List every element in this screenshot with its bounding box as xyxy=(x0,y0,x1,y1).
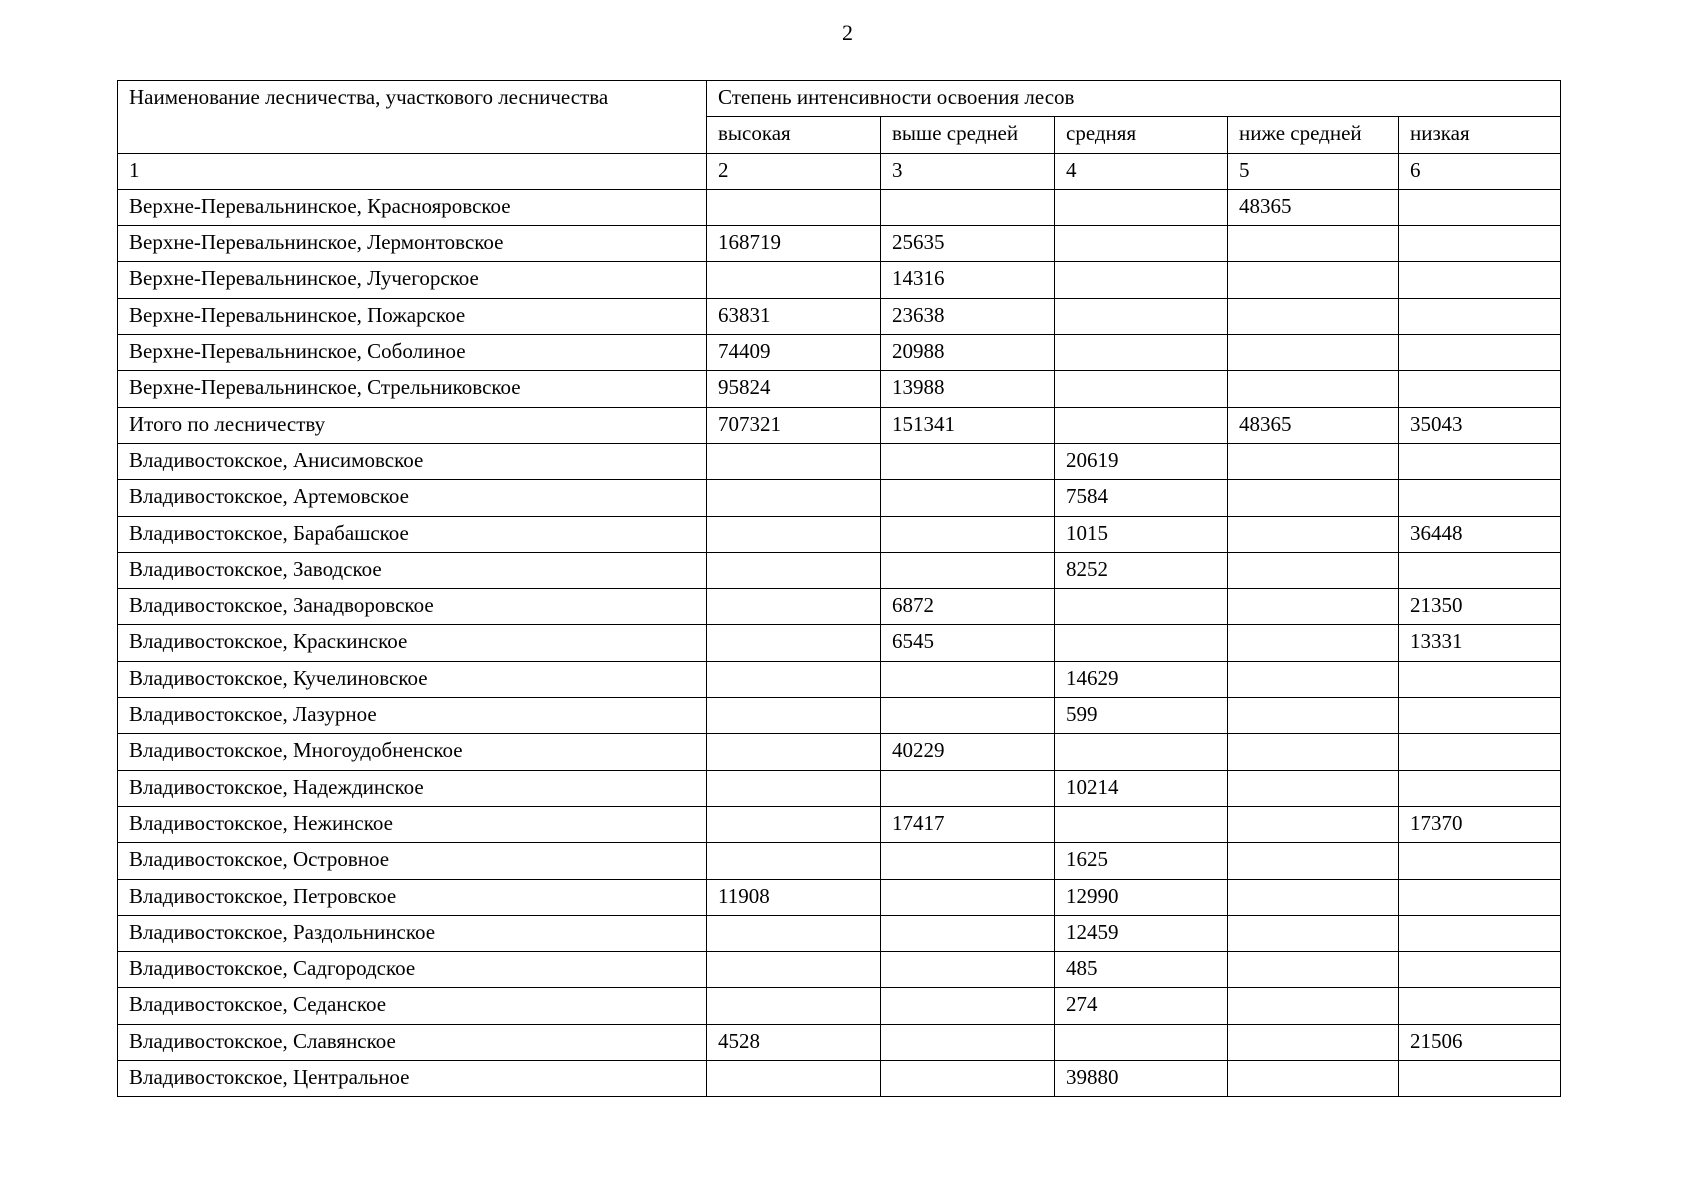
value-cell: 6872 xyxy=(881,589,1055,625)
value-cell xyxy=(707,843,881,879)
value-cell xyxy=(1228,843,1399,879)
column-number: 1 xyxy=(118,153,707,189)
table-row xyxy=(118,552,1561,588)
value-cell: 14316 xyxy=(881,262,1055,298)
forestry-name-cell: Владивостокское, Центральное xyxy=(118,1061,707,1097)
value-cell xyxy=(1228,952,1399,988)
forestry-name-cell: Верхне-Перевальнинское, Краснояровское xyxy=(118,189,707,225)
value-cell: 1625 xyxy=(1055,843,1228,879)
value-cell: 6545 xyxy=(881,625,1055,661)
table-row xyxy=(118,1061,1561,1097)
value-cell: 14629 xyxy=(1055,661,1228,697)
value-cell: 95824 xyxy=(707,371,881,407)
value-cell xyxy=(1228,443,1399,479)
value-cell xyxy=(1399,1061,1561,1097)
value-cell xyxy=(881,879,1055,915)
table-row xyxy=(118,915,1561,951)
forestry-name-cell: Верхне-Перевальнинское, Лермонтовское xyxy=(118,226,707,262)
value-cell: 74409 xyxy=(707,335,881,371)
table-row xyxy=(118,407,1561,443)
table-row xyxy=(118,1024,1561,1060)
value-cell xyxy=(1055,189,1228,225)
forestry-name-cell: Итого по лесничеству xyxy=(118,407,707,443)
value-cell: 23638 xyxy=(881,298,1055,334)
column-number: 4 xyxy=(1055,153,1228,189)
value-cell xyxy=(1055,262,1228,298)
table-row xyxy=(118,843,1561,879)
value-cell xyxy=(1399,552,1561,588)
header-level: средняя xyxy=(1055,117,1228,153)
value-cell xyxy=(1228,915,1399,951)
value-cell xyxy=(1399,226,1561,262)
value-cell xyxy=(707,988,881,1024)
table-row xyxy=(118,298,1561,334)
value-cell xyxy=(1055,806,1228,842)
value-cell xyxy=(707,806,881,842)
table-row xyxy=(118,371,1561,407)
value-cell xyxy=(707,552,881,588)
value-cell xyxy=(707,480,881,516)
forestry-name-cell: Владивостокское, Заводское xyxy=(118,552,707,588)
forestry-name-cell: Владивостокское, Седанское xyxy=(118,988,707,1024)
value-cell: 13988 xyxy=(881,371,1055,407)
forestry-name-cell: Верхне-Перевальнинское, Соболиное xyxy=(118,335,707,371)
forest-intensity-table xyxy=(117,80,1561,1097)
value-cell xyxy=(707,1061,881,1097)
value-cell: 25635 xyxy=(881,226,1055,262)
table-row xyxy=(118,226,1561,262)
value-cell xyxy=(1228,335,1399,371)
value-cell: 20988 xyxy=(881,335,1055,371)
value-cell xyxy=(881,516,1055,552)
value-cell xyxy=(881,480,1055,516)
header-row-1 xyxy=(118,81,1561,117)
forestry-name-cell: Верхне-Перевальнинское, Лучегорское xyxy=(118,262,707,298)
column-number: 6 xyxy=(1399,153,1561,189)
table-row xyxy=(118,589,1561,625)
value-cell xyxy=(1055,298,1228,334)
value-cell xyxy=(707,516,881,552)
value-cell xyxy=(707,625,881,661)
value-cell xyxy=(1228,480,1399,516)
table-row xyxy=(118,480,1561,516)
table-row xyxy=(118,516,1561,552)
value-cell xyxy=(881,952,1055,988)
value-cell: 7584 xyxy=(1055,480,1228,516)
column-number: 2 xyxy=(707,153,881,189)
table-row xyxy=(118,770,1561,806)
table-row xyxy=(118,879,1561,915)
value-cell: 39880 xyxy=(1055,1061,1228,1097)
value-cell: 12990 xyxy=(1055,879,1228,915)
forestry-name-cell: Владивостокское, Островное xyxy=(118,843,707,879)
value-cell xyxy=(1228,298,1399,334)
value-cell xyxy=(1055,589,1228,625)
value-cell xyxy=(1399,262,1561,298)
value-cell: 21506 xyxy=(1399,1024,1561,1060)
forestry-name-cell: Владивостокское, Анисимовское xyxy=(118,443,707,479)
value-cell xyxy=(1055,407,1228,443)
value-cell xyxy=(1228,698,1399,734)
value-cell xyxy=(1055,371,1228,407)
value-cell xyxy=(1399,734,1561,770)
value-cell: 485 xyxy=(1055,952,1228,988)
value-cell xyxy=(881,1061,1055,1097)
forestry-name-cell: Владивостокское, Нежинское xyxy=(118,806,707,842)
value-cell xyxy=(707,770,881,806)
value-cell xyxy=(707,262,881,298)
forestry-name-cell: Верхне-Перевальнинское, Пожарское xyxy=(118,298,707,334)
value-cell xyxy=(1228,552,1399,588)
value-cell xyxy=(707,661,881,697)
forestry-name-cell: Владивостокское, Краскинское xyxy=(118,625,707,661)
value-cell: 10214 xyxy=(1055,770,1228,806)
value-cell: 599 xyxy=(1055,698,1228,734)
column-number: 3 xyxy=(881,153,1055,189)
value-cell xyxy=(707,189,881,225)
table-row xyxy=(118,806,1561,842)
header-level: выше средней xyxy=(881,117,1055,153)
value-cell xyxy=(707,915,881,951)
table-row xyxy=(118,625,1561,661)
value-cell xyxy=(881,552,1055,588)
value-cell xyxy=(1055,1024,1228,1060)
page-number: 2 xyxy=(842,20,853,45)
forestry-name-cell: Владивостокское, Занадворовское xyxy=(118,589,707,625)
value-cell xyxy=(1399,952,1561,988)
table-row xyxy=(118,189,1561,225)
value-cell: 13331 xyxy=(1399,625,1561,661)
value-cell: 707321 xyxy=(707,407,881,443)
value-cell xyxy=(1228,661,1399,697)
value-cell xyxy=(1228,988,1399,1024)
value-cell: 35043 xyxy=(1399,407,1561,443)
value-cell xyxy=(1055,734,1228,770)
value-cell: 8252 xyxy=(1055,552,1228,588)
table-row xyxy=(118,661,1561,697)
value-cell xyxy=(1228,226,1399,262)
value-cell xyxy=(1399,335,1561,371)
value-cell xyxy=(1399,698,1561,734)
column-number-row xyxy=(118,153,1561,189)
value-cell xyxy=(881,698,1055,734)
value-cell xyxy=(1055,335,1228,371)
value-cell xyxy=(881,189,1055,225)
table-row xyxy=(118,335,1561,371)
value-cell xyxy=(1228,589,1399,625)
value-cell xyxy=(1399,480,1561,516)
value-cell xyxy=(1228,1061,1399,1097)
value-cell: 17370 xyxy=(1399,806,1561,842)
value-cell xyxy=(1228,806,1399,842)
value-cell: 17417 xyxy=(881,806,1055,842)
value-cell: 168719 xyxy=(707,226,881,262)
table-row xyxy=(118,988,1561,1024)
forestry-name-cell: Верхне-Перевальнинское, Стрельниковское xyxy=(118,371,707,407)
column-number: 5 xyxy=(1228,153,1399,189)
value-cell xyxy=(1399,843,1561,879)
value-cell xyxy=(1228,770,1399,806)
forestry-name-cell: Владивостокское, Славянское xyxy=(118,1024,707,1060)
value-cell xyxy=(1228,734,1399,770)
value-cell: 20619 xyxy=(1055,443,1228,479)
value-cell xyxy=(1399,915,1561,951)
header-level: высокая xyxy=(707,117,881,153)
forestry-name-cell: Владивостокское, Кучелиновское xyxy=(118,661,707,697)
value-cell: 11908 xyxy=(707,879,881,915)
value-cell: 21350 xyxy=(1399,589,1561,625)
forestry-name-cell: Владивостокское, Артемовское xyxy=(118,480,707,516)
value-cell: 151341 xyxy=(881,407,1055,443)
forestry-name-cell: Владивостокское, Надеждинское xyxy=(118,770,707,806)
value-cell xyxy=(881,443,1055,479)
value-cell xyxy=(1228,1024,1399,1060)
value-cell xyxy=(1055,226,1228,262)
forestry-name-cell: Владивостокское, Петровское xyxy=(118,879,707,915)
value-cell xyxy=(1399,298,1561,334)
forestry-name-cell: Владивостокское, Барабашское xyxy=(118,516,707,552)
value-cell xyxy=(707,443,881,479)
value-cell xyxy=(881,1024,1055,1060)
value-cell: 4528 xyxy=(707,1024,881,1060)
header-name-col: Наименование лесничества, участкового лесничества xyxy=(118,81,707,154)
header-group: Степень интенсивности освоения лесов xyxy=(707,81,1561,117)
value-cell xyxy=(707,589,881,625)
forestry-name-cell: Владивостокское, Раздольнинское xyxy=(118,915,707,951)
value-cell: 48365 xyxy=(1228,189,1399,225)
value-cell xyxy=(1228,262,1399,298)
value-cell xyxy=(1228,625,1399,661)
value-cell xyxy=(881,915,1055,951)
table-row xyxy=(118,952,1561,988)
value-cell xyxy=(707,698,881,734)
value-cell xyxy=(1055,625,1228,661)
value-cell xyxy=(1399,770,1561,806)
header-level: низкая xyxy=(1399,117,1561,153)
table-row xyxy=(118,734,1561,770)
value-cell xyxy=(1399,879,1561,915)
value-cell: 12459 xyxy=(1055,915,1228,951)
value-cell xyxy=(1228,371,1399,407)
header-level: ниже средней xyxy=(1228,117,1399,153)
value-cell: 48365 xyxy=(1228,407,1399,443)
value-cell: 40229 xyxy=(881,734,1055,770)
forestry-name-cell: Владивостокское, Многоудобненское xyxy=(118,734,707,770)
value-cell: 36448 xyxy=(1399,516,1561,552)
value-cell xyxy=(881,661,1055,697)
value-cell xyxy=(1228,879,1399,915)
value-cell xyxy=(1399,443,1561,479)
table-row xyxy=(118,443,1561,479)
forestry-name-cell: Владивостокское, Садгородское xyxy=(118,952,707,988)
value-cell xyxy=(707,734,881,770)
value-cell xyxy=(1399,371,1561,407)
value-cell: 1015 xyxy=(1055,516,1228,552)
table-row xyxy=(118,698,1561,734)
value-cell: 274 xyxy=(1055,988,1228,1024)
value-cell xyxy=(1399,988,1561,1024)
value-cell xyxy=(707,952,881,988)
value-cell xyxy=(1399,661,1561,697)
value-cell xyxy=(1228,516,1399,552)
value-cell xyxy=(1399,189,1561,225)
value-cell xyxy=(881,988,1055,1024)
forestry-name-cell: Владивостокское, Лазурное xyxy=(118,698,707,734)
value-cell xyxy=(881,843,1055,879)
value-cell xyxy=(881,770,1055,806)
table-row xyxy=(118,262,1561,298)
value-cell: 63831 xyxy=(707,298,881,334)
